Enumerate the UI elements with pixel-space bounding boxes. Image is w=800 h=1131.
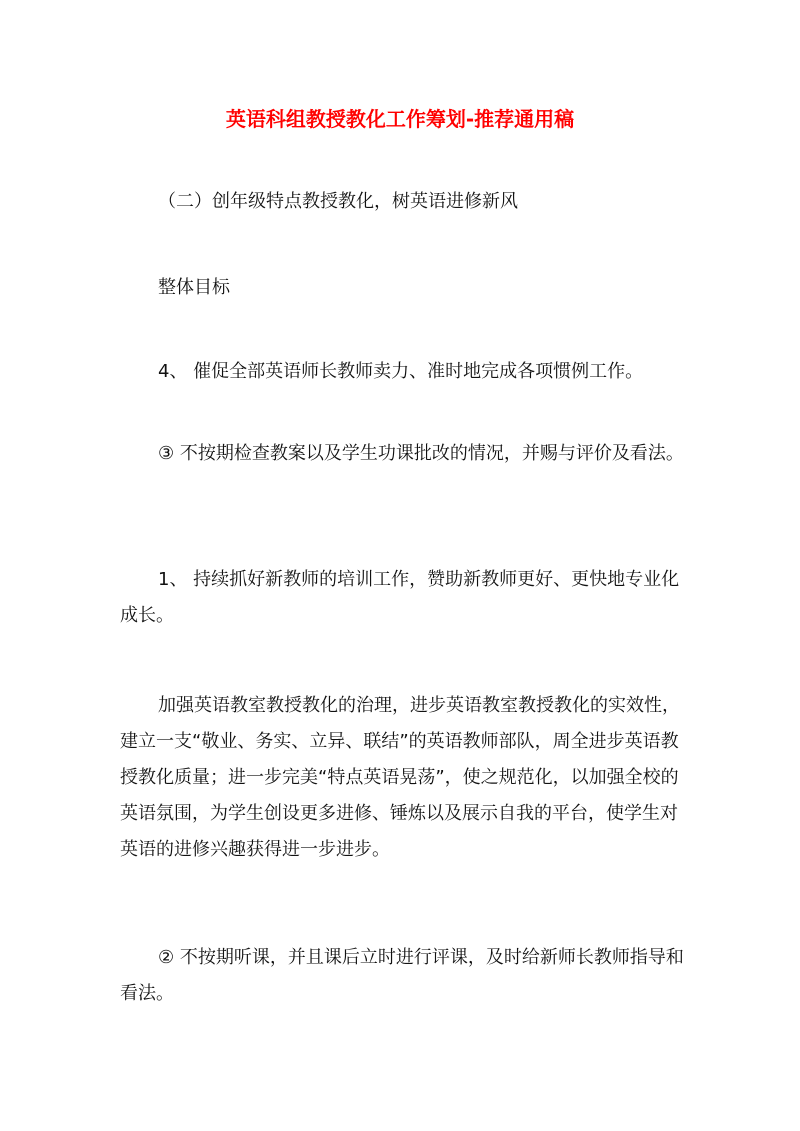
paragraph-item-4: 4、 催促全部英语师长教师卖力、准时地完成各项惯例工作。	[158, 361, 644, 382]
paragraph-section-heading: （二）创年级特点教授教化，树英语进修新风	[158, 191, 518, 212]
paragraph-item-2-circled: ② 不按期听课，并且课后立时进行评课，及时给新师长教师指导和看法。	[120, 947, 684, 1004]
document-title: 英语科组教授教化工作筹划-推荐通用稿	[225, 107, 575, 131]
paragraph-item-3-circled: ③ 不按期检查教案以及学生功课批改的情况，并赐与评价及看法。	[158, 443, 684, 464]
paragraph-classroom-management: 加强英语教室教授教化的治理，进步英语教室教授教化的实效性，建立一支“敬业、务实、立异、联结”的英语教师部队，周全进步英语教授教化质量；进一步完美“特点英语晃荡”，使之规范化，以加强全校的英语氛围，为学生创设更多进修、锤炼以及展示自我的平台，使学生对英语的进修兴趣获得进一步进步。	[120, 695, 680, 860]
paragraph-overall-goal: 整体目标	[158, 277, 230, 298]
paragraph-item-1: 1、 持续抓好新教师的培训工作，赞助新教师更好、更快地专业化成长。	[120, 569, 680, 626]
